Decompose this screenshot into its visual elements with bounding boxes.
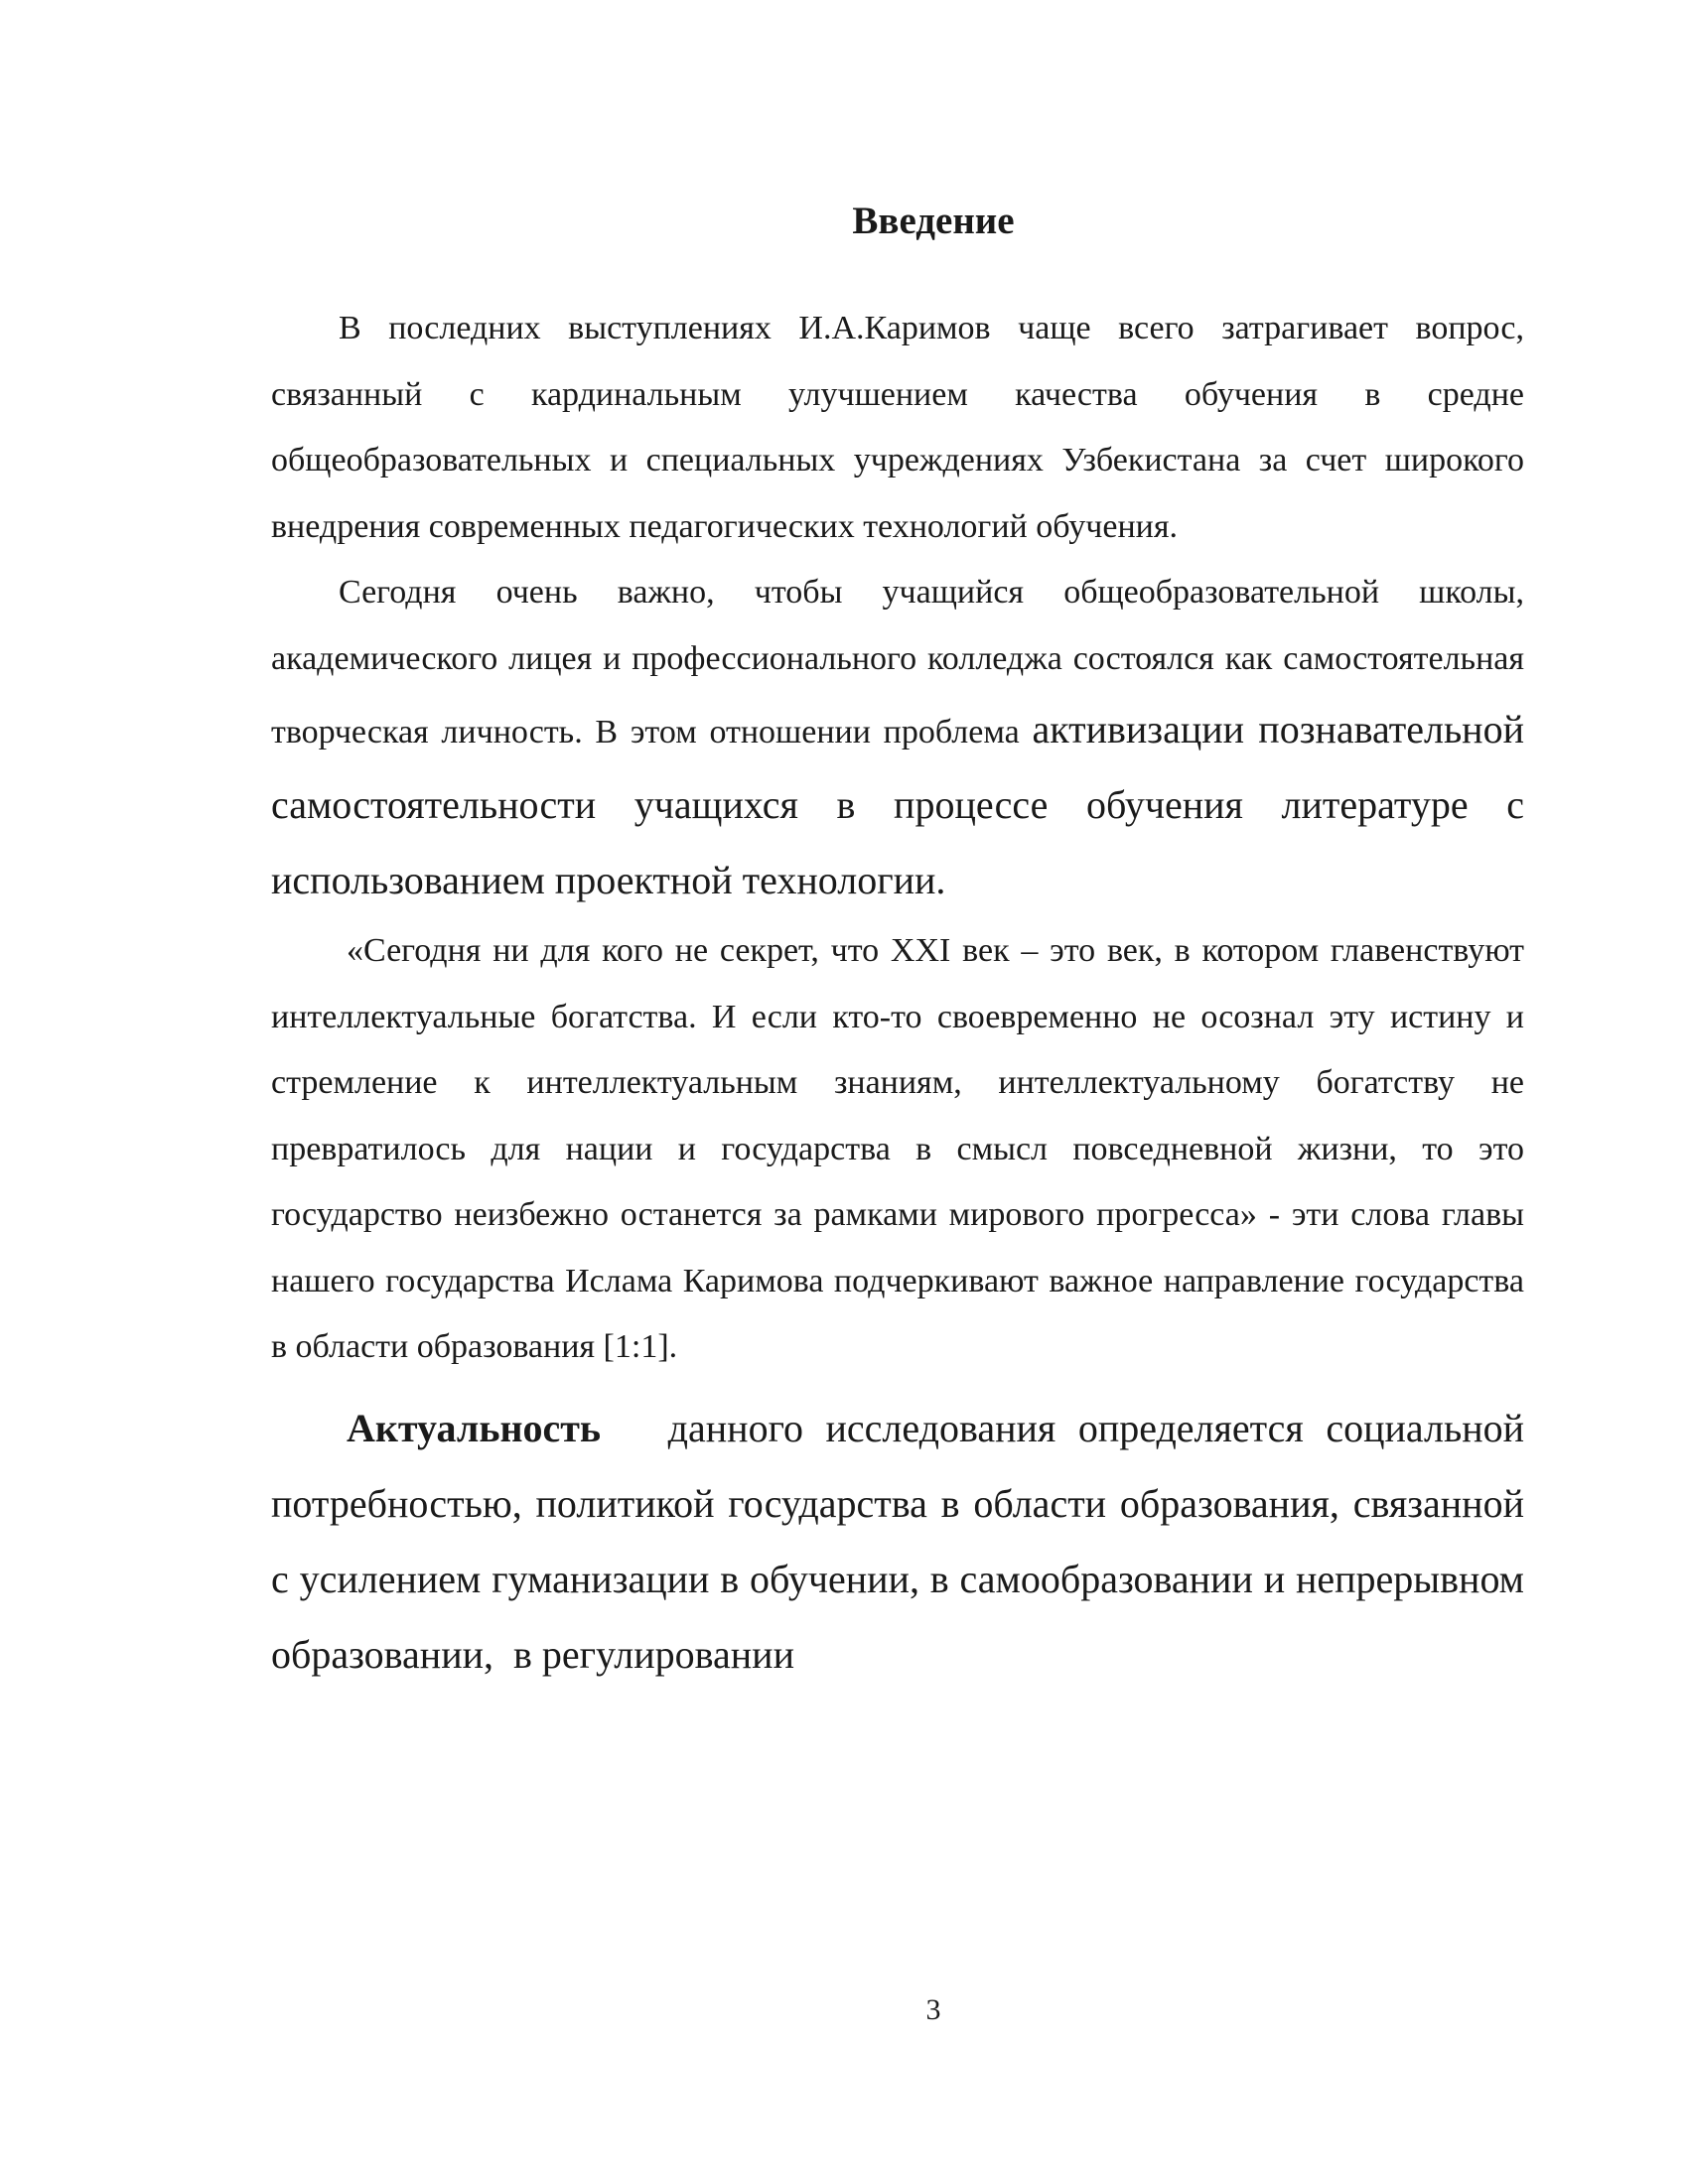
paragraph-1: [271, 296, 1524, 560]
paragraph-3-text: «Сегодня ни для кого не секрет, что XXI век – это век, в котором главенствуют интеллектуальные богатства. И если кто-то своевременно не осознал эту истину и стремление к интеллектуальным знаниям, интеллектуальному богатству не превратилось для нации и государства в смысл повседневной жизни, то это государство неизбежно останется за рамками мирового прогресса» - эти слова главы нашего государства Ислама Каримова подчеркивают важное направление государства в области образования [1:1].: [271, 932, 1524, 1365]
paragraph-2-large-text: активизации познавательной самостоятельности учащихся в процессе обучения литературе с использованием проектной технологии.: [271, 707, 1524, 902]
paragraph-3: [271, 918, 1524, 1381]
paragraph-4: [271, 1391, 1534, 1693]
paragraph-2: [271, 560, 1524, 918]
document-body: [271, 296, 1534, 1693]
paragraph-2-text: Сегодня очень важно, чтобы учащийся общеобразовательной школы, академического лицея и профессионального колледжа состоялся как самостоятельная творческая личность. В этом отношении проблема: [271, 574, 1524, 751]
paragraph-1-text: В последних выступлениях И.А.Каримов чаще всего затрагивает вопрос, связанный с кардинальным улучшением качества обучения в средне общеобразовательных и специальных учреждениях Узбекистана за счет широкого внедрения современных педагогических технологий обучения.: [271, 310, 1524, 545]
paragraph-4-text: данного исследования определяется социальной потребностью, политикой государства в области образования, связанной с усилением гуманизации в обучении, в самообразовании и непрерывном образовании, в регулировании: [271, 1405, 1534, 1677]
page-title: Введение: [852, 200, 1015, 242]
paragraph-4-keyword: Актуальность: [347, 1405, 602, 1450]
page-number: 3: [925, 1993, 941, 2026]
